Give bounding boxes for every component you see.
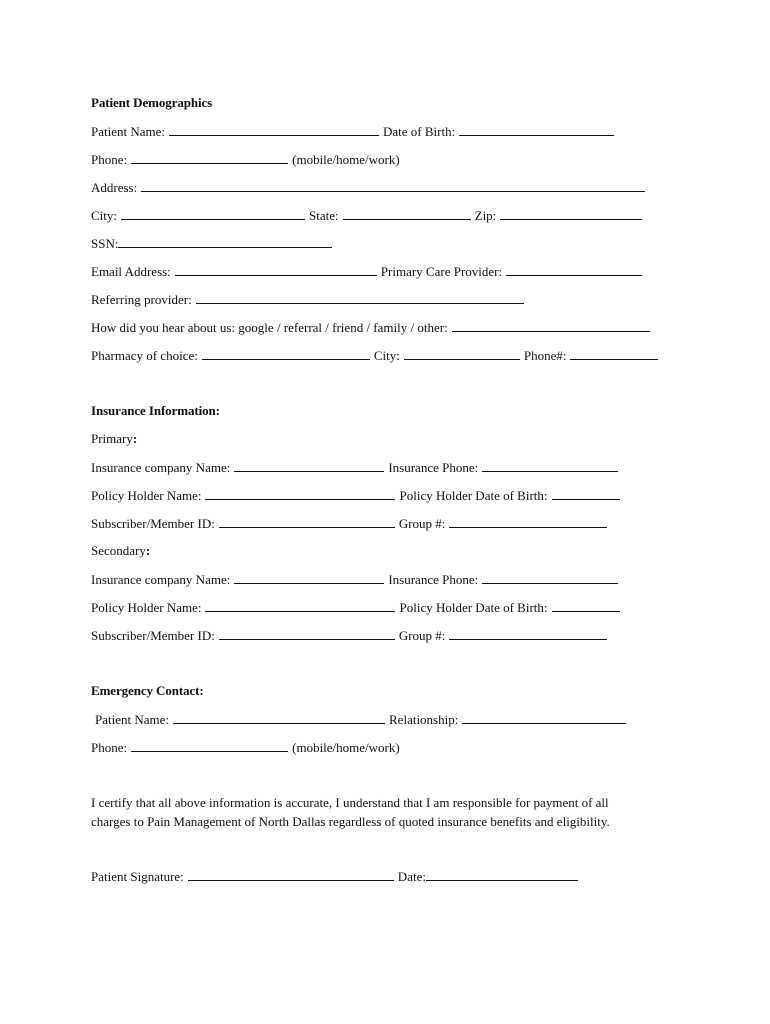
emergency-relationship-label: Relationship:	[389, 712, 459, 727]
emergency-phone-type-label: (mobile/home/work)	[292, 740, 400, 755]
secondary-insurance-colon: :	[145, 543, 151, 558]
secondary-holder-label: Policy Holder Name:	[91, 600, 202, 615]
primary-insurance-label: Primary	[91, 431, 133, 446]
pharmacy-field[interactable]	[202, 347, 370, 360]
primary-phone-label: Insurance Phone:	[388, 460, 479, 475]
secondary-company-row	[91, 571, 622, 588]
phone-label: Phone:	[91, 152, 128, 167]
how-heard-row	[91, 319, 654, 336]
zip-label: Zip:	[474, 208, 497, 223]
signature-date-label: Date:	[397, 869, 426, 884]
patient-signature-field[interactable]	[188, 868, 394, 881]
certification-statement	[91, 793, 661, 831]
pharmacy-label: Pharmacy of choice:	[91, 348, 198, 363]
dob-field[interactable]	[459, 123, 614, 136]
ssn-row	[91, 235, 336, 252]
patient-name-row	[91, 123, 618, 140]
email-label: Email Address:	[91, 264, 171, 279]
certification-line-2: charges to Pain Management of North Dallas regardless of quoted insurance benefits and eligibility.	[91, 814, 610, 829]
primary-member-row	[91, 515, 611, 532]
secondary-phone-label: Insurance Phone:	[388, 572, 479, 587]
zip-field[interactable]	[500, 207, 642, 220]
primary-member-id-field[interactable]	[219, 515, 395, 528]
secondary-holder-dob-label: Policy Holder Date of Birth:	[399, 600, 548, 615]
emergency-patient-name-label: Patient Name:	[95, 712, 170, 727]
emergency-name-row	[95, 711, 630, 728]
state-label: State:	[309, 208, 339, 223]
primary-insurance-label-row	[91, 431, 137, 447]
emergency-patient-name-field[interactable]	[173, 711, 385, 724]
signature-row	[91, 868, 582, 885]
primary-holder-dob-field[interactable]	[552, 487, 620, 500]
how-heard-label: How did you hear about us: google / referral / friend / family / other:	[91, 320, 448, 335]
address-field[interactable]	[141, 179, 645, 192]
pharmacy-phone-label: Phone#:	[523, 348, 567, 363]
primary-insurance-colon: :	[132, 431, 138, 446]
primary-company-field[interactable]	[234, 459, 384, 472]
patient-signature-label: Patient Signature:	[91, 869, 184, 884]
phone-type-label: (mobile/home/work)	[292, 152, 400, 167]
address-label: Address:	[91, 180, 138, 195]
emergency-phone-label: Phone:	[91, 740, 128, 755]
emergency-phone-row	[91, 739, 400, 756]
emergency-relationship-field[interactable]	[462, 711, 626, 724]
primary-holder-dob-label: Policy Holder Date of Birth:	[399, 488, 548, 503]
emergency-contact-heading: Emergency Contact:	[91, 683, 204, 698]
address-row	[91, 179, 649, 196]
insurance-information-heading: Insurance Information:	[91, 403, 220, 418]
secondary-member-id-label: Subscriber/Member ID:	[91, 628, 215, 643]
secondary-holder-row	[91, 599, 624, 616]
city-field[interactable]	[121, 207, 305, 220]
ssn-label: SSN:	[91, 236, 119, 251]
signature-date-field[interactable]	[426, 868, 578, 881]
secondary-company-label: Insurance company Name:	[91, 572, 231, 587]
pcp-label: Primary Care Provider:	[380, 264, 503, 279]
email-field[interactable]	[175, 263, 377, 276]
secondary-member-row	[91, 627, 611, 644]
pcp-field[interactable]	[506, 263, 642, 276]
dob-label: Date of Birth:	[383, 124, 456, 139]
pharmacy-row	[91, 347, 662, 364]
patient-name-label: Patient Name:	[91, 124, 166, 139]
secondary-insurance-label: Secondary	[91, 543, 146, 558]
secondary-phone-field[interactable]	[482, 571, 618, 584]
secondary-group-field[interactable]	[449, 627, 607, 640]
secondary-holder-field[interactable]	[205, 599, 395, 612]
ssn-field[interactable]	[118, 235, 332, 248]
phone-row	[91, 151, 400, 168]
phone-field[interactable]	[131, 151, 288, 164]
primary-company-label: Insurance company Name:	[91, 460, 231, 475]
pharmacy-city-label: City:	[373, 348, 400, 363]
primary-holder-label: Policy Holder Name:	[91, 488, 202, 503]
how-heard-field[interactable]	[452, 319, 650, 332]
primary-holder-row	[91, 487, 624, 504]
patient-name-field[interactable]	[169, 123, 379, 136]
city-label: City:	[91, 208, 118, 223]
state-field[interactable]	[343, 207, 471, 220]
secondary-member-id-field[interactable]	[219, 627, 395, 640]
primary-member-id-label: Subscriber/Member ID:	[91, 516, 215, 531]
email-pcp-row	[91, 263, 646, 280]
secondary-insurance-label-row	[91, 543, 150, 559]
referring-field[interactable]	[196, 291, 524, 304]
primary-holder-field[interactable]	[205, 487, 395, 500]
primary-group-label: Group #:	[398, 516, 446, 531]
secondary-company-field[interactable]	[234, 571, 384, 584]
secondary-group-label: Group #:	[398, 628, 446, 643]
primary-group-field[interactable]	[449, 515, 607, 528]
pharmacy-phone-field[interactable]	[570, 347, 658, 360]
referring-label: Referring provider:	[91, 292, 192, 307]
pharmacy-city-field[interactable]	[404, 347, 520, 360]
secondary-holder-dob-field[interactable]	[552, 599, 620, 612]
patient-demographics-heading: Patient Demographics	[91, 95, 213, 110]
primary-company-row	[91, 459, 622, 476]
emergency-phone-field[interactable]	[131, 739, 288, 752]
certification-line-1: I certify that all above information is accurate, I understand that I am responsible for payment of all	[91, 795, 609, 810]
primary-phone-field[interactable]	[482, 459, 618, 472]
city-state-zip-row	[91, 207, 646, 224]
referring-row	[91, 291, 528, 308]
